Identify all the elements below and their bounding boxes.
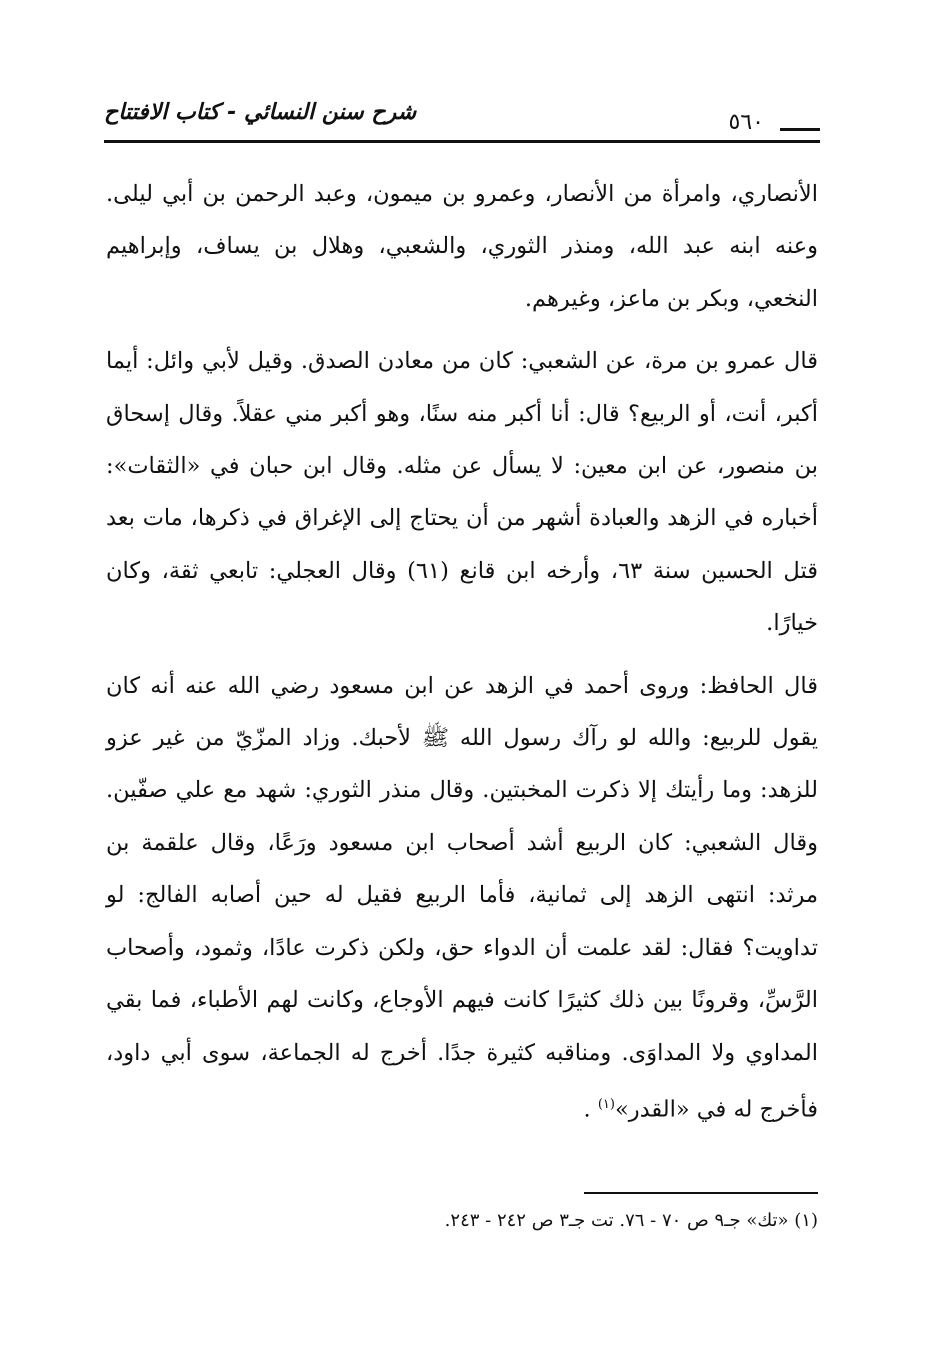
paragraph-3-end: .: [583, 1096, 598, 1123]
footnote-rule: [584, 1192, 818, 1194]
footnote: (١) «تك» جـ٩ ص ٧٠ - ٧٦. تت جـ٣ ص ٢٤٢ - ٢٤٣.: [444, 1210, 818, 1231]
page-number-dash: [780, 128, 820, 131]
header-rule: [104, 140, 820, 143]
paragraph-2: قال عمرو بن مرة، عن الشعبي: كان من معادن الصدق. وقيل لأبي وائل: أيما أكبر، أنت، أو الربيع؟ قال: أنا أكبر منه سنًا، وهو أكبر مني عقلاً. وقال إسحاق بن منصور، عن ابن معين: لا يسأل عن مثله. وقال ابن حبان في «الثقات»: أخباره في الزهد والعبادة أشهر من أن يحتاج إلى الإغراق في ذكرها، مات بعد قتل الحسين سنة ٦٣، وأرخه ابن قانع (٦١) وقال العجلي: تابعي ثقة، وكان خيارًا.: [106, 348, 819, 637]
paragraph-3-text: قال الحافظ: وروى أحمد في الزهد عن ابن مسعود رضي الله عنه أنه كان يقول للربيع: والله لو رآك رسول الله ﷺ لأحبك. وزاد المزّيّ من غير عزو للزهد: وما رأيتك إلا ذكرت المخبتين. وقال منذر الثوري: شهد مع علي صفّين. وقال الشعبي: كان الربيع أشد أصحاب ابن مسعود ورَعًا، وقال علقمة بن مرثد: انتهى الزهد إلى ثمانية، فأما الربيع فقيل له حين أصابه الفالج: لو تداويت؟ فقال: لقد علمت أن الدواء حق، ولكن ذكرت عادًا، وثمود، وأصحاب الرَّسِّ، وقرونًا بين ذلك كثيرًا كانت فيهم الأوجاع، وكانت لهم الأطباء، فما بقي المداوي ولا المداوَى. ومناقبه كثيرة جدًا. أخرج له الجماعة، سوى أبي داود، فأخرج له في «القدر»: [106, 672, 818, 1123]
paragraph-3: [106, 660, 818, 1136]
page-header: [104, 96, 820, 144]
paragraph-1: الأنصاري، وامرأة من الأنصار، وعمرو بن ميمون، وعبد الرحمن بن أبي ليلى. وعنه ابنه عبد الله، ومنذر الثوري، والشعبي، وهلال بن يساف، وإبراهيم النخعي، وبكر بن ماعز، وغيرهم.: [106, 181, 818, 312]
footnote-reference: (١): [597, 1096, 615, 1112]
main-text: [106, 168, 818, 1136]
running-header-title: شرح سنن النسائي - كتاب الافتتاح: [104, 100, 417, 125]
page-number: ٥٦٠: [728, 110, 764, 135]
